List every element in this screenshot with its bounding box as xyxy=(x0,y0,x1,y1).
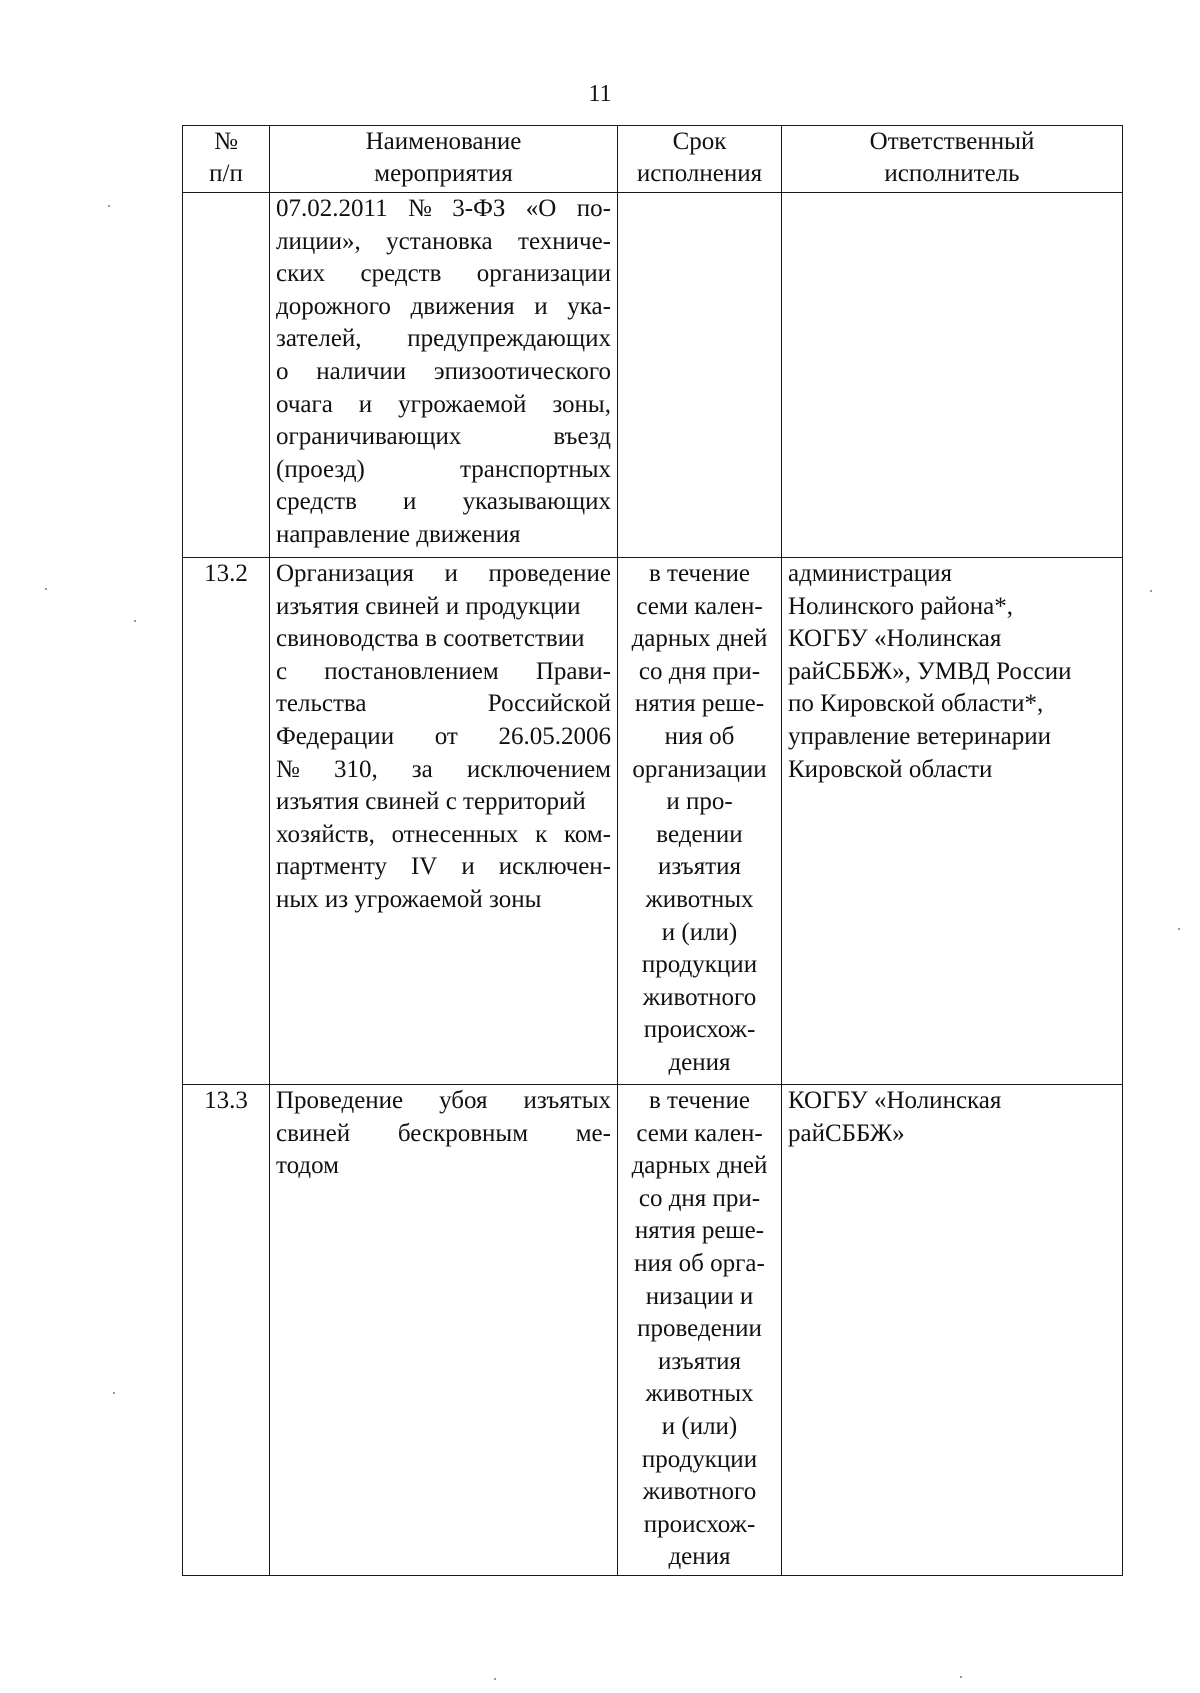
deadline-line: ведении xyxy=(656,820,743,848)
measure-line xyxy=(276,819,611,852)
word: (проезд) xyxy=(276,455,365,483)
responsible-cell xyxy=(782,193,1123,558)
word: наличии xyxy=(316,357,407,385)
deadline-line: в течение xyxy=(649,560,750,587)
word: 310, xyxy=(333,755,378,783)
deadline-line: семи кален- xyxy=(636,592,763,620)
deadline-line: животного xyxy=(642,1478,757,1506)
word: средств xyxy=(276,488,357,516)
deadline-line: ния об орга- xyxy=(634,1249,765,1277)
measure-line xyxy=(276,323,611,356)
header-num-line: п/п xyxy=(209,160,243,187)
responsible-line: Нолинского района*, xyxy=(788,592,1014,620)
measure-line xyxy=(276,421,611,454)
word: указывающих xyxy=(462,488,611,516)
word: 26.05.2006 xyxy=(498,722,611,750)
deadline-line: ния об xyxy=(664,722,735,750)
measure-line xyxy=(276,486,611,519)
deadline-line: низации и xyxy=(645,1282,754,1310)
word: от xyxy=(434,722,458,750)
word: ука- xyxy=(567,292,611,320)
deadline-line: изъятия xyxy=(657,853,742,881)
deadline-line: нятия реше- xyxy=(634,690,765,718)
measure-name-cell xyxy=(270,1085,618,1576)
deadline-line: и (или) xyxy=(661,918,738,946)
measure-line xyxy=(276,356,611,389)
table-row xyxy=(183,558,1123,1085)
word: 07.02.2011 xyxy=(276,195,388,222)
word: постановлением xyxy=(324,657,499,685)
responsible-line: управление ветеринарии xyxy=(788,722,1052,750)
deadline-cell xyxy=(618,558,782,1085)
measure-line: направление движения xyxy=(276,520,521,548)
deadline-line: и (или) xyxy=(661,1412,738,1440)
word: ком- xyxy=(563,820,611,848)
deadline-line: животных xyxy=(645,885,754,913)
deadline-line: дарных дней xyxy=(631,625,768,653)
header-responsible-line: Ответственный xyxy=(869,128,1035,155)
word: Проведение xyxy=(276,1087,404,1114)
word: эпизоотического xyxy=(433,357,611,385)
measure-line xyxy=(276,754,611,787)
measure-line xyxy=(276,389,611,422)
deadline-line: происхож- xyxy=(643,1016,756,1044)
word: Прави- xyxy=(535,657,611,685)
word: хозяйств, xyxy=(276,820,375,848)
table-row xyxy=(183,1085,1123,1576)
measures-table xyxy=(182,125,1123,1576)
deadline-line: и про- xyxy=(666,788,733,816)
measure-line xyxy=(276,558,611,591)
word: и xyxy=(534,292,548,320)
measure-line xyxy=(276,688,611,721)
deadline-line: дения xyxy=(668,1543,731,1571)
word: транспортных xyxy=(460,455,611,483)
scan-speck xyxy=(134,620,136,622)
word: движения xyxy=(410,292,515,320)
word: зателей, xyxy=(276,325,362,353)
header-name xyxy=(270,126,618,193)
word: о xyxy=(276,357,289,385)
table-header-row xyxy=(183,126,1123,193)
word: проведение xyxy=(488,560,611,587)
responsible-line: КОГБУ «Нолинская xyxy=(788,1087,1002,1114)
word: техниче- xyxy=(518,227,611,255)
word: въезд xyxy=(553,423,611,451)
scan-speck xyxy=(960,1676,962,1678)
word: очага xyxy=(276,390,333,418)
deadline-line: продукции xyxy=(641,951,758,979)
word: за xyxy=(411,755,433,783)
responsible-line: райСББЖ», УМВД России xyxy=(788,657,1072,685)
word: с xyxy=(276,657,288,685)
measure-line xyxy=(276,1085,611,1118)
measure-line xyxy=(276,721,611,754)
word: убоя xyxy=(439,1087,488,1114)
word: 3-ФЗ xyxy=(452,195,506,222)
word: Российской xyxy=(487,690,611,718)
word: IV xyxy=(410,853,438,881)
deadline-line: происхож- xyxy=(643,1510,756,1538)
word: дорожного xyxy=(276,292,391,320)
word: «О xyxy=(525,195,557,222)
measure-line xyxy=(276,656,611,689)
header-num-line: № xyxy=(214,128,238,155)
measure-line: ных из угрожаемой зоны xyxy=(276,885,542,913)
word: ограничивающих xyxy=(276,423,462,451)
measure-line xyxy=(276,454,611,487)
header-term-line: исполнения xyxy=(636,160,763,187)
deadline-line: проведении xyxy=(637,1315,762,1343)
word: Федерации xyxy=(276,722,395,750)
word: свиней xyxy=(276,1119,351,1147)
word: исключен- xyxy=(498,853,611,881)
deadline-line: нятия реше- xyxy=(634,1217,765,1245)
word: предупреждающих xyxy=(407,325,611,353)
word: тельства xyxy=(276,690,367,718)
word: партменту xyxy=(276,853,387,881)
deadline-line: со дня при- xyxy=(638,1184,761,1212)
measure-line xyxy=(276,291,611,324)
scan-speck xyxy=(494,1678,496,1680)
word: изъятых xyxy=(523,1087,611,1114)
deadline-line: семи кален- xyxy=(636,1119,763,1147)
table-row xyxy=(183,193,1123,558)
deadline-line: дения xyxy=(668,1048,731,1076)
responsible-line: райСББЖ» xyxy=(788,1119,905,1147)
word: и xyxy=(461,853,475,881)
word: по- xyxy=(576,195,611,222)
word: Организация xyxy=(276,560,414,587)
deadline-cell xyxy=(618,193,782,558)
measure-line xyxy=(276,1118,611,1151)
word: лиции», xyxy=(276,227,361,255)
word: зоны, xyxy=(552,390,611,418)
scan-speck xyxy=(113,1392,115,1394)
row-number xyxy=(183,193,270,558)
header-name-line: Наименование xyxy=(365,128,522,155)
measure-name-cell xyxy=(270,193,618,558)
word: и xyxy=(358,390,373,418)
header-responsible-line: исполнитель xyxy=(884,160,1020,187)
responsible-line: по Кировской области*, xyxy=(788,690,1044,718)
scan-speck xyxy=(108,205,110,207)
word: бескровным xyxy=(397,1119,529,1147)
measure-line: изъятия свиней с территорий xyxy=(276,788,586,816)
word: организации xyxy=(476,260,611,288)
measure-line xyxy=(276,258,611,291)
measure-line xyxy=(276,851,611,884)
word: ских xyxy=(276,260,326,288)
word: средств xyxy=(360,260,442,288)
word: угрожаемой xyxy=(398,390,527,418)
responsible-line: КОГБУ «Нолинская xyxy=(788,625,1002,653)
word: ме- xyxy=(575,1119,611,1147)
word: исключением xyxy=(466,755,611,783)
measure-line: свиноводства в соответствии xyxy=(276,625,585,653)
deadline-line: в течение xyxy=(649,1087,750,1114)
deadline-line: со дня при- xyxy=(638,657,761,685)
measure-line: тодом xyxy=(276,1152,339,1180)
word: № xyxy=(407,195,432,222)
row-number: 13.3 xyxy=(183,1085,270,1576)
header-term-line: Срок xyxy=(672,128,727,155)
responsible-line: администрация xyxy=(788,560,952,587)
measure-line: изъятия свиней и продукции xyxy=(276,592,581,620)
header-responsible xyxy=(782,126,1123,193)
deadline-line: дарных дней xyxy=(631,1152,768,1180)
responsible-cell xyxy=(782,558,1123,1085)
deadline-line: продукции xyxy=(641,1445,758,1473)
measure-name-cell xyxy=(270,558,618,1085)
deadline-line: организации xyxy=(632,755,767,783)
scan-speck xyxy=(1150,590,1152,592)
header-name-line: мероприятия xyxy=(374,160,513,187)
scan-speck xyxy=(45,588,47,590)
header-term xyxy=(618,126,782,193)
deadline-line: животного xyxy=(642,983,757,1011)
page-number: 11 xyxy=(588,81,612,107)
deadline-line: изъятия xyxy=(657,1347,742,1375)
word: установка xyxy=(386,227,493,255)
row-number: 13.2 xyxy=(183,558,270,1085)
word: и xyxy=(403,488,417,516)
header-num xyxy=(183,126,270,193)
scan-speck xyxy=(1178,928,1180,930)
word: отнесенных xyxy=(391,820,519,848)
responsible-line: Кировской области xyxy=(788,755,993,783)
deadline-cell xyxy=(618,1085,782,1576)
word: к xyxy=(535,820,548,848)
word: № xyxy=(276,755,300,783)
measure-line xyxy=(276,226,611,259)
word: и xyxy=(444,560,458,587)
measure-line xyxy=(276,193,611,226)
deadline-line: животных xyxy=(645,1380,754,1408)
responsible-cell xyxy=(782,1085,1123,1576)
